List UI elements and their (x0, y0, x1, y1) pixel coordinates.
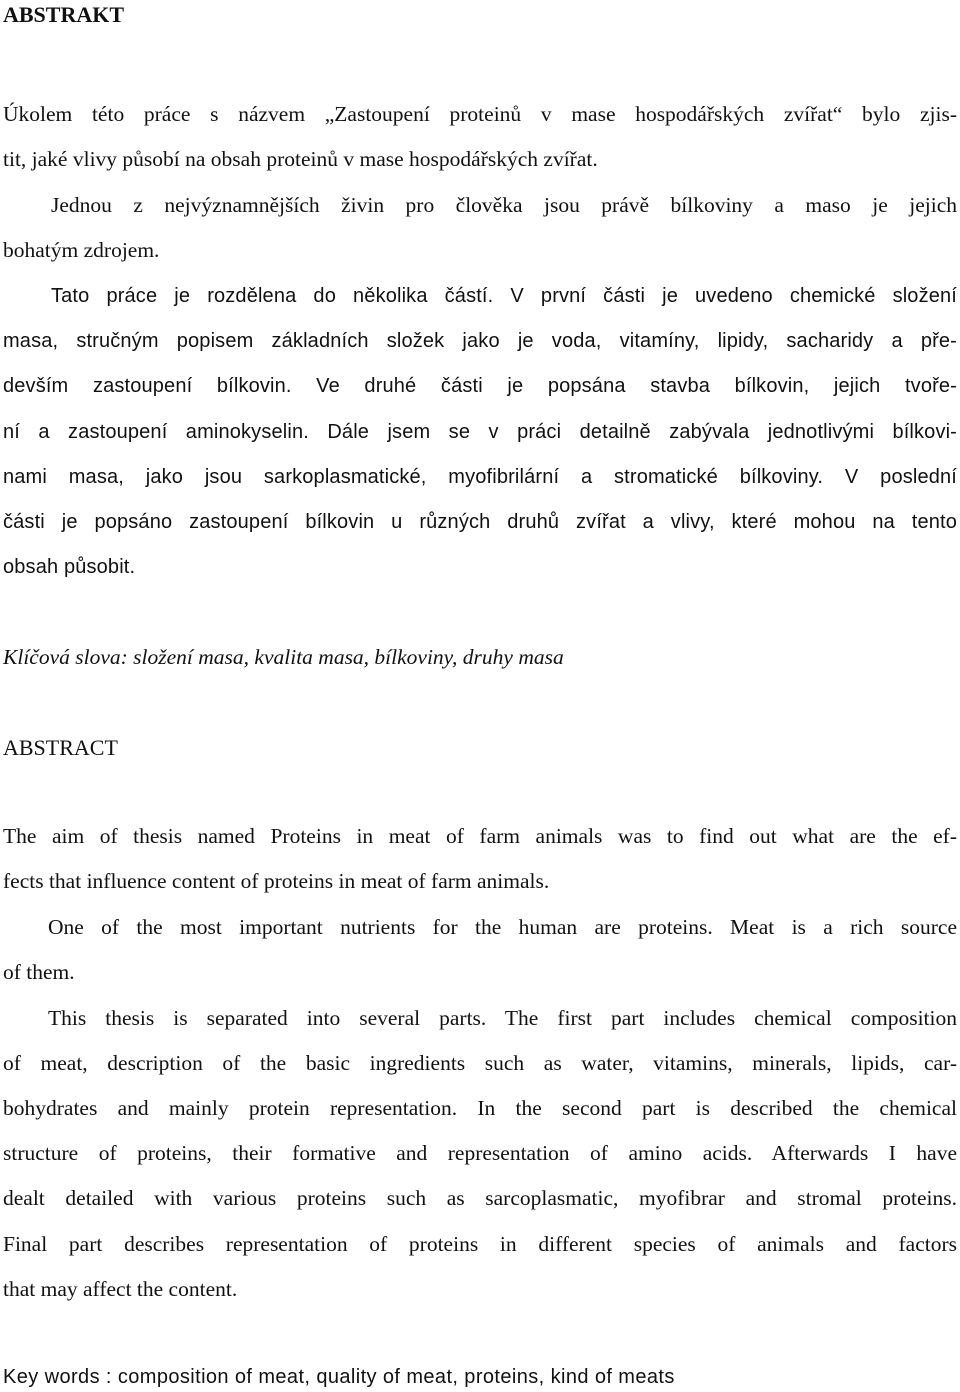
abstrakt-line: obsah působit. (3, 556, 136, 578)
abstrakt-line: masa, stručným popisem základních složek jako je voda, vitamíny, lipidy, sacharidy a pře- (3, 330, 957, 352)
abstract-line: structure of proteins, their formative and representation of amino acids. Afterwards I have (3, 1141, 957, 1165)
abstract-line: Final part describes representation of proteins in different species of animals and factors (3, 1232, 957, 1256)
abstract-line: fects that influence content of proteins in meat of farm animals. (3, 869, 550, 893)
abstrakt-line: bohatým zdrojem. (3, 238, 160, 262)
abstrakt-line: devším zastoupení bílkovin. Ve druhé části je popsána stavba bílkovin, jejich tvoře- (3, 375, 957, 397)
abstract-line: This thesis is separated into several parts. The first part includes chemical composition (48, 1006, 957, 1030)
abstract-keywords: Key words : composition of meat, quality of meat, proteins, kind of meats (3, 1366, 675, 1388)
abstrakt-line: Úkolem této práce s názvem „Zastoupení proteinů v mase hospodářských zvířat“ bylo zjis- (3, 102, 957, 126)
abstract-line: One of the most important nutrients for the human are proteins. Meat is a rich source (48, 915, 957, 939)
abstract-line: of them. (3, 960, 75, 984)
abstrakt-line: tit, jaké vlivy působí na obsah proteinů v mase hospodářských zvířat. (3, 147, 598, 171)
abstrakt-heading: ABSTRAKT (3, 2, 125, 27)
abstract-line: dealt detailed with various proteins such as sarcoplasmatic, myofibrar and stromal proteins. (3, 1186, 957, 1210)
abstrakt-line: ní a zastoupení aminokyselin. Dále jsem se v práci detailně zabývala jednotlivými bílkovi- (3, 421, 957, 443)
abstract-line: The aim of thesis named Proteins in meat of farm animals was to find out what are the ef- (3, 824, 957, 848)
abstrakt-line: části je popsáno zastoupení bílkovin u různých druhů zvířat a vlivy, které mohou na tento (3, 511, 957, 533)
abstrakt-line: Jednou z nejvýznamnějších živin pro člověka jsou právě bílkoviny a maso je jejich (51, 193, 957, 217)
abstrakt-line: nami masa, jako jsou sarkoplasmatické, myofibrilární a stromatické bílkoviny. V poslední (3, 466, 957, 488)
abstract-line: of meat, description of the basic ingredients such as water, vitamins, minerals, lipids, car- (3, 1051, 957, 1075)
abstract-line: bohydrates and mainly protein representation. In the second part is described the chemical (3, 1096, 957, 1120)
abstract-heading: ABSTRACT (3, 735, 118, 760)
abstrakt-line: Tato práce je rozdělena do několika částí. V první části je uvedeno chemické složení (51, 285, 957, 307)
abstract-line: that may affect the content. (3, 1277, 238, 1301)
abstrakt-keywords: Klíčová slova: složení masa, kvalita masa, bílkoviny, druhy masa (3, 645, 564, 669)
